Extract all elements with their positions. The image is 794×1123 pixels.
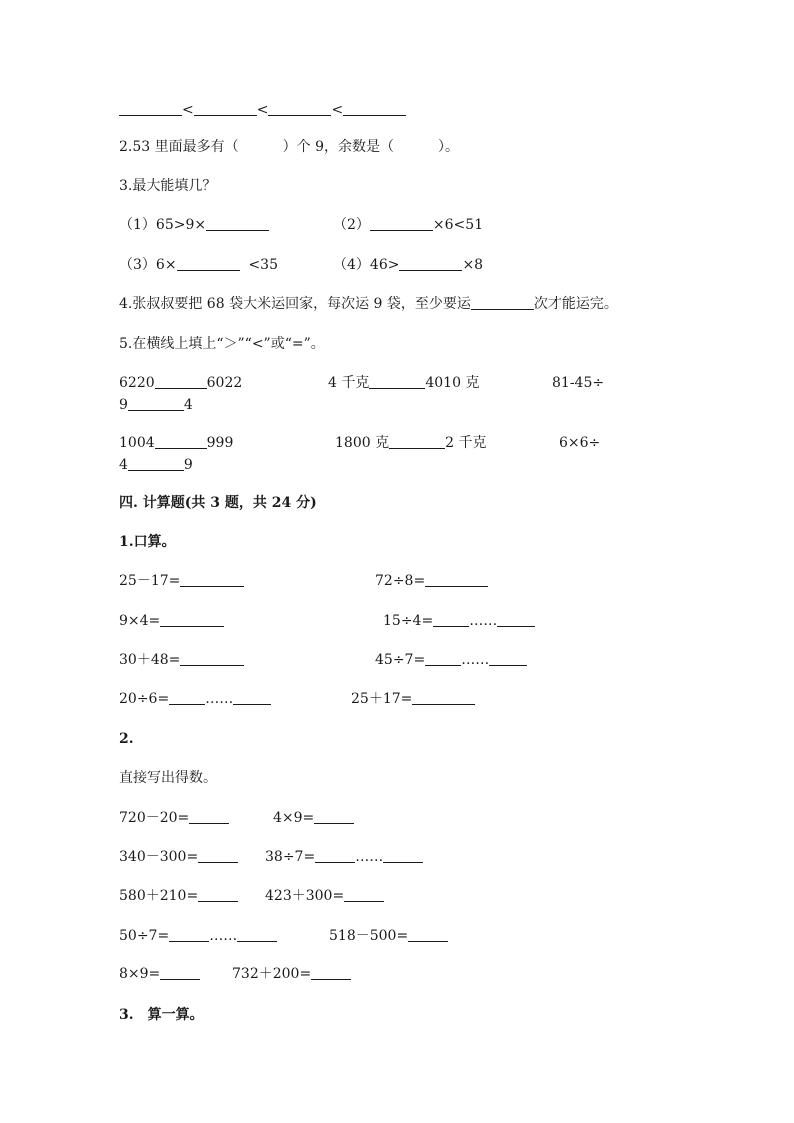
q5-value: 6022 [206, 375, 243, 391]
blank[interactable] [268, 101, 331, 116]
quotient-blank[interactable] [169, 927, 209, 942]
calc-expr: 340－300= [119, 849, 199, 865]
q5-value: 1800 克 [335, 435, 390, 451]
calc-item [265, 886, 384, 906]
blank[interactable] [177, 256, 240, 271]
q3-label: （2） [333, 217, 370, 233]
remainder-blank[interactable] [383, 848, 423, 863]
q3-title: 3.最大能填几？ [119, 178, 217, 194]
q5-value: 4 [119, 457, 128, 473]
quotient-blank[interactable] [425, 651, 461, 666]
q5-compare-5 [335, 433, 486, 453]
q2 [119, 137, 459, 157]
blank[interactable] [471, 295, 534, 310]
calc-item [232, 964, 351, 984]
blank[interactable] [206, 216, 269, 231]
calc-expr: 20÷6= [119, 691, 170, 707]
answer-blank[interactable] [198, 848, 238, 863]
q5-value: 6×6÷ [559, 435, 601, 451]
calc-expr: 45÷7= [375, 652, 426, 668]
q5-compare-4 [119, 433, 233, 453]
remainder-dots: …… [461, 652, 490, 668]
blank[interactable] [389, 434, 445, 449]
calc-expr: 720－20= [119, 810, 190, 826]
calc-expr: 423＋300= [265, 888, 345, 904]
quotient-blank[interactable] [169, 690, 205, 705]
answer-blank[interactable] [180, 651, 244, 666]
s4q2-number: 2. [119, 731, 134, 747]
lt-sign: < [182, 102, 194, 118]
q3-tail: <35 [248, 257, 278, 273]
answer-blank[interactable] [311, 965, 351, 980]
calc-item [119, 689, 271, 709]
q2-text: ）。 [437, 139, 459, 155]
remainder-blank[interactable] [233, 690, 271, 705]
quotient-blank[interactable] [433, 612, 469, 627]
blank[interactable] [128, 396, 184, 411]
q5-value: 1004 [119, 435, 155, 451]
calc-item [329, 926, 448, 946]
calc-expr: 15÷4= [383, 613, 434, 629]
q2-text: 2.53 里面最多有（ [119, 139, 239, 155]
remainder-blank[interactable] [497, 612, 535, 627]
calc-expr: 38÷7= [265, 849, 316, 865]
s4q3-title: 3. 算一算。 [119, 1007, 204, 1023]
q3-label: （3）6× [119, 257, 177, 273]
answer-blank[interactable] [160, 612, 224, 627]
blank[interactable] [128, 456, 184, 471]
q5-row-2-wrap [119, 455, 193, 475]
q1-chain [119, 100, 406, 120]
q3-item-4 [333, 255, 483, 275]
q3-tail: ×6<51 [432, 217, 484, 233]
answer-blank[interactable] [344, 887, 384, 902]
s4q1-row-4 [119, 689, 719, 709]
answer-blank[interactable] [314, 809, 354, 824]
q4-text: 4.张叔叔要把 68 袋大米运回家，每次运 9 袋，至少要运 [119, 296, 471, 312]
remainder-dots: …… [469, 613, 498, 629]
q3-row-1 [119, 215, 719, 235]
s4q2-row-2 [119, 847, 719, 867]
q3-label: （4）46> [333, 257, 400, 273]
q5-value: 6220 [119, 375, 155, 391]
blank[interactable] [370, 216, 433, 231]
calc-item [119, 964, 200, 984]
answer-blank[interactable] [412, 690, 475, 705]
calc-item [265, 847, 423, 867]
remainder-blank[interactable] [489, 651, 527, 666]
q5-value: 999 [206, 435, 234, 451]
q3-tail: ×8 [462, 257, 484, 273]
calc-item [351, 689, 475, 709]
q4 [119, 294, 618, 314]
lt-sign: < [331, 102, 344, 118]
blank[interactable] [369, 374, 425, 389]
q3-item-3 [119, 255, 278, 275]
remainder-dots: …… [355, 849, 384, 865]
s4q1-row-3 [119, 650, 719, 670]
blank[interactable] [155, 374, 207, 389]
q4-text: 次才能运完。 [533, 296, 618, 312]
blank[interactable] [155, 434, 207, 449]
q3-item-2 [333, 215, 483, 235]
q5-value: 2 千克 [445, 435, 487, 451]
calc-item [119, 571, 244, 591]
calc-item [119, 650, 244, 670]
calc-item [119, 847, 238, 867]
s4q1-row-1 [119, 571, 719, 591]
calc-expr: 580＋210= [119, 888, 199, 904]
calc-item [375, 650, 527, 670]
s4q2-row-3 [119, 886, 719, 906]
answer-blank[interactable] [160, 965, 200, 980]
q5-row-1-wrap [119, 395, 193, 415]
answer-blank[interactable] [408, 927, 448, 942]
q3-label: （1）65>9× [119, 217, 207, 233]
s4q2-row-5 [119, 964, 719, 984]
calc-item [119, 886, 238, 906]
q5-value: 9 [183, 457, 193, 473]
q5-compare-1 [119, 373, 242, 393]
calc-expr: 72÷8= [375, 573, 426, 589]
q5-value: 4 [183, 397, 193, 413]
calc-expr: 50÷7= [119, 928, 170, 944]
calc-expr: 9×4= [119, 613, 161, 629]
s4q2-row-1 [119, 808, 719, 828]
calc-expr: 4×9= [273, 810, 315, 826]
q5-title: 5.在横线上填上“＞”“<”或“=”。 [119, 336, 325, 352]
calc-item [119, 926, 277, 946]
q5-value: 4 千克 [328, 375, 370, 391]
calc-expr: 25＋17= [351, 691, 413, 707]
s4q2-row-4 [119, 926, 719, 946]
blank[interactable] [194, 101, 257, 116]
q5-compare-6 [559, 433, 600, 453]
remainder-dots: …… [209, 928, 238, 944]
calc-expr: 30＋48= [119, 652, 181, 668]
calc-item [383, 611, 535, 631]
blank[interactable] [399, 256, 462, 271]
q5-compare-2 [328, 373, 479, 393]
blank[interactable] [119, 101, 182, 116]
lt-sign: < [256, 102, 269, 118]
calc-expr: 8×9= [119, 966, 161, 982]
answer-blank[interactable] [198, 887, 238, 902]
s4q2-title: 直接写出得数。 [119, 770, 217, 786]
calc-expr: 732＋200= [232, 966, 312, 982]
q3-item-1 [119, 215, 269, 235]
calc-item [375, 571, 488, 591]
q5-row-2 [119, 433, 719, 453]
section-title: 四. 计算题(共 3 题，共 24 分) [119, 495, 317, 511]
s4q1-title: 1.口算。 [119, 534, 176, 550]
calc-item [119, 808, 229, 828]
q2-text: ）个 9，余数是（ [282, 139, 394, 155]
blank[interactable] [343, 101, 406, 116]
q5-value: 9 [119, 397, 128, 413]
remainder-blank[interactable] [237, 927, 277, 942]
answer-blank[interactable] [189, 809, 229, 824]
q5-compare-3 [552, 373, 604, 393]
q5-row-1 [119, 373, 719, 393]
calc-item [273, 808, 354, 828]
calc-expr: 518－500= [329, 928, 409, 944]
q3-row-2 [119, 255, 719, 275]
calc-expr: 25－17= [119, 573, 181, 589]
quotient-blank[interactable] [315, 848, 355, 863]
s4q1-row-2 [119, 611, 719, 631]
remainder-dots: …… [205, 691, 234, 707]
calc-item [119, 611, 224, 631]
answer-blank[interactable] [180, 572, 244, 587]
q5-value: 4010 克 [425, 375, 480, 391]
q5-value: 81-45÷ [552, 375, 605, 391]
answer-blank[interactable] [425, 572, 488, 587]
